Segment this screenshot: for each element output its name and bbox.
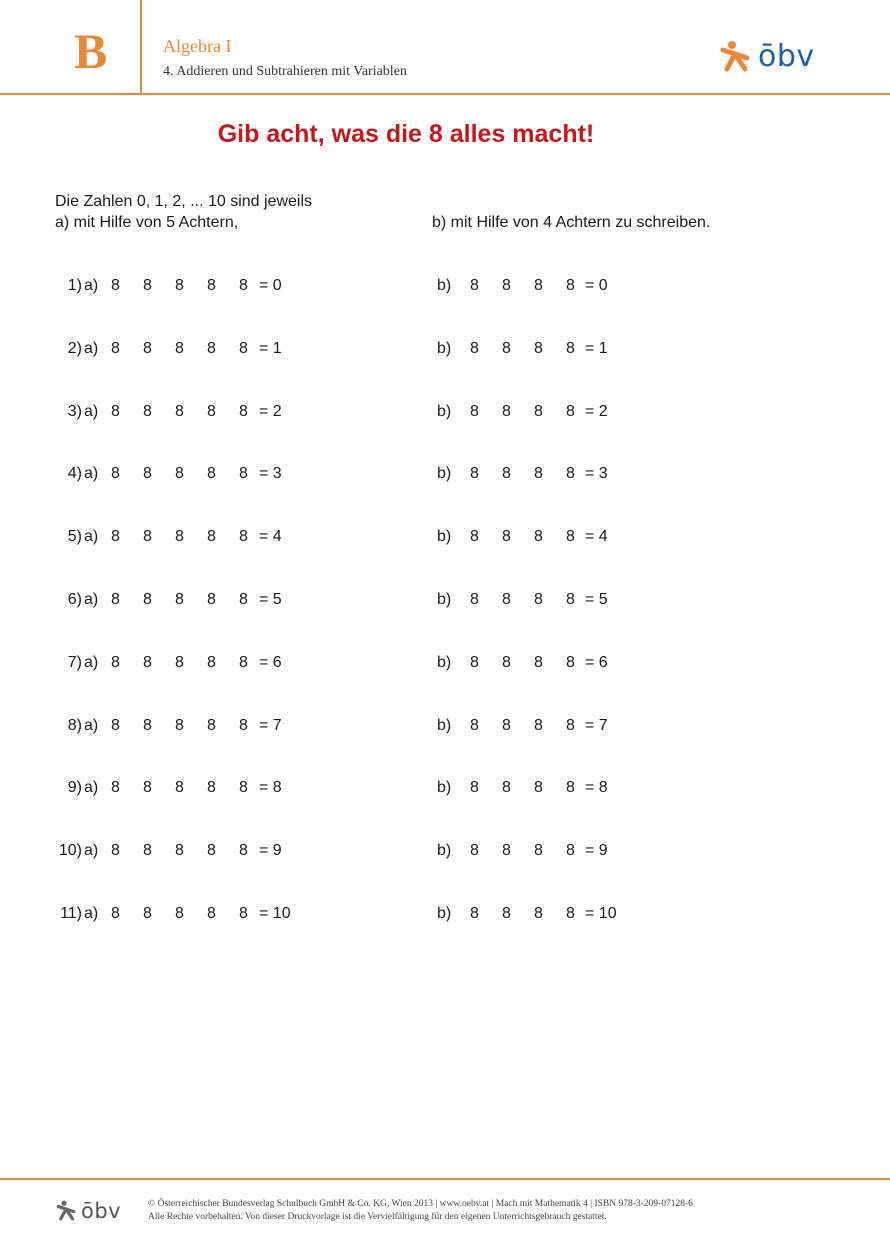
part-b-result: = 4 — [585, 528, 608, 545]
digit-eight: 8 — [566, 905, 575, 922]
digit-eight: 8 — [175, 654, 184, 671]
part-b-label: b) — [437, 905, 452, 922]
digit-eight: 8 — [175, 403, 184, 420]
exercise-number: 5) — [67, 528, 82, 545]
digit-eight: 8 — [534, 277, 543, 294]
exercise-number: 9) — [67, 779, 82, 796]
exercise-number: 10) — [58, 842, 82, 859]
exercise-row — [0, 465, 890, 489]
digit-eight: 8 — [534, 591, 543, 608]
digit-eight: 8 — [470, 465, 479, 482]
footer-logo — [55, 1200, 121, 1222]
exercise-row — [0, 528, 890, 552]
digit-eight: 8 — [502, 654, 511, 671]
digit-eight: 8 — [566, 465, 575, 482]
intro-part-a: a) mit Hilfe von 5 Achtern, — [55, 214, 239, 231]
part-a-result: = 6 — [259, 654, 282, 671]
digit-eight: 8 — [502, 277, 511, 294]
digit-eight: 8 — [534, 779, 543, 796]
part-b-label: b) — [437, 403, 452, 420]
part-b-result: = 1 — [585, 340, 608, 357]
exercise-row — [0, 277, 890, 301]
digit-eight: 8 — [239, 779, 248, 796]
digit-eight: 8 — [143, 905, 152, 922]
part-b-label: b) — [437, 842, 452, 859]
digit-eight: 8 — [566, 654, 575, 671]
digit-eight: 8 — [239, 591, 248, 608]
part-a-result: = 10 — [259, 905, 291, 922]
part-a-label: a) — [84, 905, 99, 922]
part-a-result: = 1 — [259, 340, 282, 357]
digit-eight: 8 — [502, 340, 511, 357]
exercise-row — [0, 591, 890, 615]
digit-eight: 8 — [143, 779, 152, 796]
part-a-result: = 3 — [259, 465, 282, 482]
digit-eight: 8 — [470, 340, 479, 357]
digit-eight: 8 — [566, 717, 575, 734]
digit-eight: 8 — [143, 465, 152, 482]
part-b-label: b) — [437, 654, 452, 671]
part-b-result: = 3 — [585, 465, 608, 482]
part-b-label: b) — [437, 717, 452, 734]
digit-eight: 8 — [566, 842, 575, 859]
digit-eight: 8 — [111, 842, 120, 859]
digit-eight: 8 — [470, 591, 479, 608]
digit-eight: 8 — [239, 465, 248, 482]
exercise-row — [0, 905, 890, 929]
header-subtitle: 4. Addieren und Subtrahieren mit Variablen — [163, 64, 407, 79]
exercise-row — [0, 403, 890, 427]
part-a-result: = 0 — [259, 277, 282, 294]
exercise-number: 1) — [67, 277, 82, 294]
digit-eight: 8 — [470, 654, 479, 671]
part-b-label: b) — [437, 591, 452, 608]
digit-eight: 8 — [566, 340, 575, 357]
digit-eight: 8 — [239, 717, 248, 734]
footer-rights: Alle Rechte vorbehalten. Von dieser Druckvorlage ist die Vervielfältigung für den eigenen Unterrichtsgebrauch gestattet. — [148, 1212, 607, 1222]
digit-eight: 8 — [470, 717, 479, 734]
digit-eight: 8 — [534, 905, 543, 922]
digit-eight: 8 — [239, 403, 248, 420]
digit-eight: 8 — [175, 842, 184, 859]
oebv-star-icon — [55, 1200, 77, 1222]
part-a-result: = 7 — [259, 717, 282, 734]
digit-eight: 8 — [470, 842, 479, 859]
exercise-number: 11) — [60, 905, 82, 922]
digit-eight: 8 — [207, 277, 216, 294]
part-a-result: = 4 — [259, 528, 282, 545]
digit-eight: 8 — [534, 403, 543, 420]
digit-eight: 8 — [111, 591, 120, 608]
intro-part-b: b) mit Hilfe von 4 Achtern zu schreiben. — [432, 214, 711, 231]
part-a-result: = 9 — [259, 842, 282, 859]
digit-eight: 8 — [566, 591, 575, 608]
part-b-result: = 9 — [585, 842, 608, 859]
digit-eight: 8 — [502, 779, 511, 796]
header-title: Algebra I — [163, 36, 232, 56]
footer-logo-text: ōbv — [81, 1198, 122, 1223]
exercise-number: 4) — [67, 465, 82, 482]
page-title: Gib acht, was die 8 alles macht! — [217, 120, 595, 148]
header-divider-vertical — [140, 0, 142, 95]
digit-eight: 8 — [534, 654, 543, 671]
exercise-row — [0, 340, 890, 364]
part-b-result: = 6 — [585, 654, 608, 671]
part-b-result: = 2 — [585, 403, 608, 420]
part-a-result: = 5 — [259, 591, 282, 608]
digit-eight: 8 — [566, 779, 575, 796]
digit-eight: 8 — [207, 591, 216, 608]
header-divider — [0, 93, 890, 95]
exercise-number: 3) — [67, 403, 82, 420]
exercise-row — [0, 842, 890, 866]
digit-eight: 8 — [143, 403, 152, 420]
logo-text: ōbv — [758, 39, 815, 74]
digit-eight: 8 — [143, 654, 152, 671]
exercise-row — [0, 717, 890, 741]
digit-eight: 8 — [207, 717, 216, 734]
digit-eight: 8 — [143, 591, 152, 608]
digit-eight: 8 — [175, 779, 184, 796]
digit-eight: 8 — [207, 779, 216, 796]
part-a-label: a) — [84, 528, 99, 545]
exercise-number: 6) — [67, 591, 82, 608]
part-b-result: = 0 — [585, 277, 608, 294]
digit-eight: 8 — [143, 842, 152, 859]
digit-eight: 8 — [111, 528, 120, 545]
part-b-label: b) — [437, 779, 452, 796]
exercise-number: 7) — [67, 654, 82, 671]
digit-eight: 8 — [566, 403, 575, 420]
digit-eight: 8 — [566, 528, 575, 545]
digit-eight: 8 — [534, 842, 543, 859]
digit-eight: 8 — [207, 842, 216, 859]
exercise-row — [0, 779, 890, 803]
digit-eight: 8 — [502, 465, 511, 482]
part-a-label: a) — [84, 842, 99, 859]
digit-eight: 8 — [470, 779, 479, 796]
digit-eight: 8 — [175, 465, 184, 482]
part-a-label: a) — [84, 465, 99, 482]
digit-eight: 8 — [239, 340, 248, 357]
digit-eight: 8 — [470, 905, 479, 922]
digit-eight: 8 — [111, 465, 120, 482]
digit-eight: 8 — [175, 717, 184, 734]
part-a-label: a) — [84, 591, 99, 608]
exercise-number: 2) — [67, 340, 82, 357]
digit-eight: 8 — [111, 654, 120, 671]
digit-eight: 8 — [470, 528, 479, 545]
part-a-label: a) — [84, 779, 99, 796]
digit-eight: 8 — [239, 905, 248, 922]
digit-eight: 8 — [111, 717, 120, 734]
exercise-number: 8) — [67, 717, 82, 734]
digit-eight: 8 — [111, 340, 120, 357]
digit-eight: 8 — [175, 528, 184, 545]
exercise-row — [0, 654, 890, 678]
digit-eight: 8 — [111, 905, 120, 922]
intro-line: Die Zahlen 0, 1, 2, ... 10 sind jeweils — [55, 193, 313, 210]
digit-eight: 8 — [207, 654, 216, 671]
part-a-label: a) — [84, 340, 99, 357]
section-letter: B — [74, 23, 108, 79]
digit-eight: 8 — [111, 779, 120, 796]
oebv-logo — [718, 40, 815, 74]
digit-eight: 8 — [534, 340, 543, 357]
digit-eight: 8 — [534, 717, 543, 734]
digit-eight: 8 — [207, 403, 216, 420]
digit-eight: 8 — [175, 277, 184, 294]
part-a-label: a) — [84, 654, 99, 671]
digit-eight: 8 — [502, 717, 511, 734]
digit-eight: 8 — [111, 277, 120, 294]
part-a-result: = 8 — [259, 779, 282, 796]
digit-eight: 8 — [502, 842, 511, 859]
digit-eight: 8 — [534, 528, 543, 545]
digit-eight: 8 — [207, 465, 216, 482]
part-b-label: b) — [437, 340, 452, 357]
digit-eight: 8 — [502, 591, 511, 608]
part-b-result: = 8 — [585, 779, 608, 796]
digit-eight: 8 — [175, 905, 184, 922]
digit-eight: 8 — [207, 528, 216, 545]
digit-eight: 8 — [143, 340, 152, 357]
footer-divider — [0, 1178, 890, 1180]
digit-eight: 8 — [143, 528, 152, 545]
part-a-label: a) — [84, 403, 99, 420]
digit-eight: 8 — [143, 717, 152, 734]
part-b-label: b) — [437, 465, 452, 482]
digit-eight: 8 — [470, 403, 479, 420]
part-b-result: = 5 — [585, 591, 608, 608]
part-b-result: = 7 — [585, 717, 608, 734]
digit-eight: 8 — [502, 528, 511, 545]
digit-eight: 8 — [239, 842, 248, 859]
part-a-label: a) — [84, 277, 99, 294]
digit-eight: 8 — [175, 340, 184, 357]
part-b-label: b) — [437, 528, 452, 545]
digit-eight: 8 — [239, 277, 248, 294]
digit-eight: 8 — [239, 654, 248, 671]
part-a-label: a) — [84, 717, 99, 734]
digit-eight: 8 — [239, 528, 248, 545]
oebv-star-icon — [718, 40, 752, 74]
part-b-result: = 10 — [585, 905, 617, 922]
digit-eight: 8 — [502, 905, 511, 922]
digit-eight: 8 — [470, 277, 479, 294]
digit-eight: 8 — [111, 403, 120, 420]
part-b-label: b) — [437, 277, 452, 294]
digit-eight: 8 — [566, 277, 575, 294]
digit-eight: 8 — [207, 905, 216, 922]
footer-copyright: © Österreichischer Bundesverlag Schulbuch GmbH & Co. KG, Wien 2013 | www.oebv.at | Mach mit Mathematik 4 | ISBN 978-3-209-07128-6 — [148, 1199, 693, 1209]
digit-eight: 8 — [175, 591, 184, 608]
digit-eight: 8 — [502, 403, 511, 420]
part-a-result: = 2 — [259, 403, 282, 420]
digit-eight: 8 — [143, 277, 152, 294]
digit-eight: 8 — [534, 465, 543, 482]
digit-eight: 8 — [207, 340, 216, 357]
